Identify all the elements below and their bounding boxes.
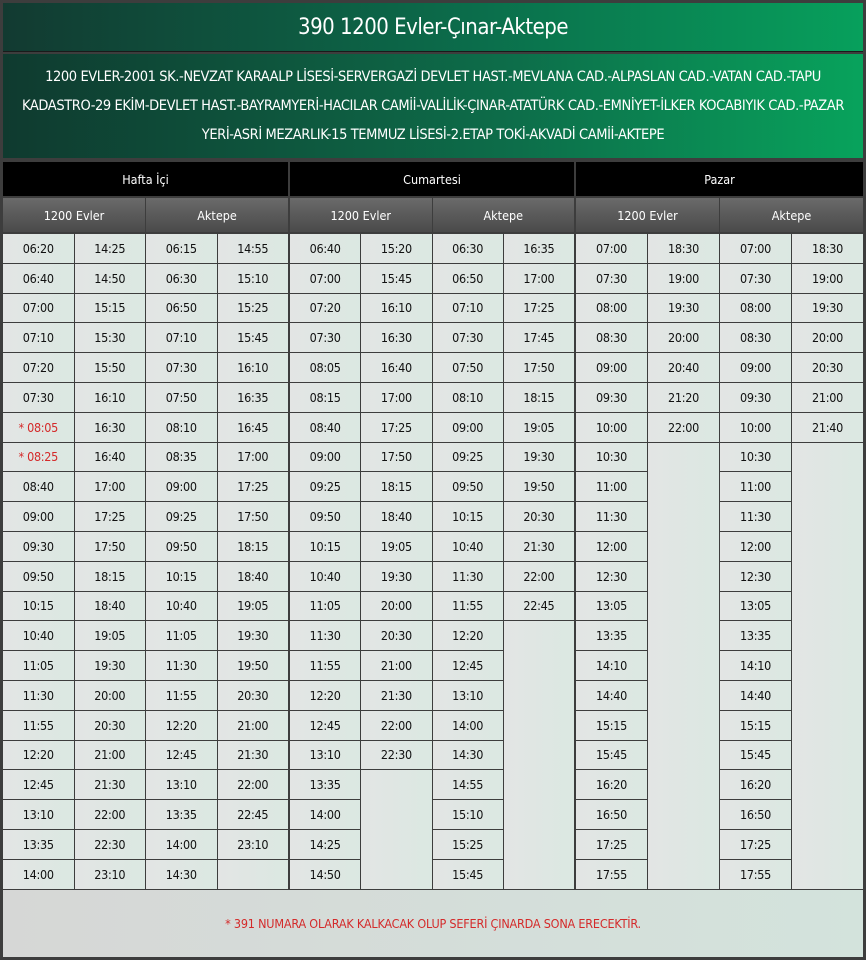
time-cell: 11:30 [290,621,360,650]
time-cell: 19:30 [75,651,146,680]
time-cell: 16:10 [218,353,289,382]
time-cell: 07:10 [146,323,217,352]
time-cell: 17:00 [218,443,289,472]
time-cell: 17:50 [361,443,431,472]
time-cell: 15:45 [720,741,791,770]
time-cell: 14:55 [433,770,503,799]
time-cell: 20:00 [361,592,431,621]
time-cell: 14:10 [720,651,791,680]
time-cell: 20:00 [75,681,146,710]
time-cell: 19:05 [75,621,146,650]
time-cell: * 08:25 [3,443,74,472]
time-cell: 11:30 [576,502,647,531]
time-cell: 14:00 [433,711,503,740]
time-cell: * 08:05 [3,413,74,442]
time-cell: 12:20 [3,741,74,770]
time-cell: 07:30 [146,353,217,382]
time-cell: 14:10 [576,651,647,680]
time-cell: 10:40 [433,532,503,561]
time-cell: 07:50 [146,383,217,412]
time-cell: 10:40 [3,621,74,650]
time-cell: 18:30 [648,234,719,263]
time-cell: 18:15 [504,383,574,412]
time-cell: 22:00 [504,562,574,591]
time-cell: 09:00 [146,472,217,501]
time-cell: 16:10 [361,294,431,323]
time-cell: 13:35 [3,830,74,859]
time-cell: 21:30 [218,741,289,770]
time-cell: 07:20 [290,294,360,323]
time-cell: 12:20 [146,711,217,740]
time-cell: 10:15 [146,562,217,591]
time-cell: 12:00 [720,532,791,561]
time-cell: 07:30 [433,323,503,352]
time-cell: 13:35 [290,770,360,799]
stop-header: 1200 Evler [3,198,145,232]
time-cell: 20:00 [792,323,863,352]
time-cell: 21:00 [75,741,146,770]
time-cell: 09:25 [290,472,360,501]
time-cell: 18:30 [792,234,863,263]
time-cell: 06:30 [146,264,217,293]
time-cell: 18:40 [75,592,146,621]
time-cell: 12:30 [720,562,791,591]
time-cell: 20:40 [648,353,719,382]
time-cell: 10:15 [290,532,360,561]
time-cell: 16:35 [504,234,574,263]
time-cell: 12:30 [576,562,647,591]
time-cell: 08:05 [290,353,360,382]
time-cell: 10:15 [3,592,74,621]
time-cell: 17:55 [576,860,647,889]
time-cell: 09:00 [576,353,647,382]
time-cell: 22:45 [218,800,289,829]
time-cell: 17:25 [218,472,289,501]
time-cell: 09:00 [290,443,360,472]
time-cell: 22:45 [504,592,574,621]
time-cell: 06:15 [146,234,217,263]
time-cell: 12:45 [3,770,74,799]
time-cell: 17:50 [218,502,289,531]
time-cell: 08:00 [576,294,647,323]
time-cell: 14:40 [576,681,647,710]
time-cell: 09:25 [146,502,217,531]
time-cell: 20:30 [504,502,574,531]
time-cell: 21:00 [218,711,289,740]
time-cell: 22:30 [75,830,146,859]
empty-cell [218,860,289,889]
time-cell: 16:50 [720,800,791,829]
time-cell: 15:50 [75,353,146,382]
time-cell: 22:00 [75,800,146,829]
time-cell: 11:30 [146,651,217,680]
day-header-2: Pazar [576,162,863,196]
time-cell: 22:00 [648,413,719,442]
time-cell: 09:30 [720,383,791,412]
time-cell: 07:30 [576,264,647,293]
time-cell: 11:55 [146,681,217,710]
route-description: 1200 EVLER-2001 SK.-NEVZAT KARAALP LİSESİ-SERVERGAZİ DEVLET HAST.-MEVLANA CAD.-ALPASLAN CAD.-VATAN CAD.-TAPU KADASTRO-29 EKİM-DEVLET HAST.-BAYRAMYERİ-HACILAR CAMİİ-VALİLİK-ÇINAR-ATATÜRK CAD.-EMNİYET-İLKER KOCABIYIK CAD.-PAZAR YERİ-ASRİ MEZARLIK-15 TEMMUZ LİSESİ-2.ETAP TOKİ-AKVADİ CAMİİ-AKTEPE [3,54,863,158]
time-cell: 14:50 [75,264,146,293]
time-cell: 17:45 [504,323,574,352]
time-cell: 07:30 [3,383,74,412]
time-cell: 20:30 [75,711,146,740]
time-cell: 19:30 [792,294,863,323]
time-cell: 17:25 [504,294,574,323]
time-cell: 15:45 [361,264,431,293]
time-cell: 16:30 [75,413,146,442]
time-cell: 07:30 [720,264,791,293]
time-cell: 13:10 [3,800,74,829]
time-cell: 18:40 [218,562,289,591]
time-cell: 10:40 [146,592,217,621]
time-cell: 08:40 [3,472,74,501]
time-cell: 15:45 [433,860,503,889]
stop-header: 1200 Evler [290,198,432,232]
time-cell: 22:00 [361,711,431,740]
time-cell: 12:00 [576,532,647,561]
time-cell: 08:00 [720,294,791,323]
time-cell: 12:45 [433,651,503,680]
time-cell: 07:00 [290,264,360,293]
stop-header: Aktepe [433,198,575,232]
time-cell: 14:50 [290,860,360,889]
time-cell: 17:00 [75,472,146,501]
time-cell: 15:45 [218,323,289,352]
time-cell: 18:40 [361,502,431,531]
time-cell: 20:30 [361,621,431,650]
time-cell: 14:00 [290,800,360,829]
time-cell: 19:05 [361,532,431,561]
time-cell: 19:05 [504,413,574,442]
time-cell: 14:30 [433,741,503,770]
time-cell: 11:30 [3,681,74,710]
page-title: 390 1200 Evler-Çınar-Aktepe [3,3,863,52]
time-cell: 09:50 [3,562,74,591]
time-cell: 21:00 [792,383,863,412]
stop-header: 1200 Evler [576,198,719,232]
time-cell: 07:30 [290,323,360,352]
time-cell: 08:40 [290,413,360,442]
time-cell: 17:25 [720,830,791,859]
time-cell: 09:50 [433,472,503,501]
time-cell: 19:30 [218,621,289,650]
time-cell: 21:30 [75,770,146,799]
time-cell: 16:20 [576,770,647,799]
time-cell: 08:30 [720,323,791,352]
time-cell: 13:10 [146,770,217,799]
time-cell: 13:35 [720,621,791,650]
time-cell: 11:55 [3,711,74,740]
time-cell: 07:20 [3,353,74,382]
time-cell: 13:05 [576,592,647,621]
time-cell: 11:05 [290,592,360,621]
time-cell: 13:05 [720,592,791,621]
time-cell: 14:40 [720,681,791,710]
time-cell: 08:35 [146,443,217,472]
time-cell: 10:15 [433,502,503,531]
time-cell: 11:30 [720,502,791,531]
time-cell: 15:15 [576,711,647,740]
time-cell: 16:35 [218,383,289,412]
empty-cell [361,770,431,888]
footer-note [3,890,863,957]
time-cell: 21:40 [792,413,863,442]
time-cell: 08:30 [576,323,647,352]
time-cell: 13:10 [433,681,503,710]
time-cell: 16:20 [720,770,791,799]
stop-header: Aktepe [720,198,863,232]
time-cell: 23:10 [218,830,289,859]
time-cell: 18:15 [75,562,146,591]
time-cell: 09:50 [146,532,217,561]
time-cell: 21:30 [361,681,431,710]
time-cell: 17:55 [720,860,791,889]
time-cell: 19:30 [504,443,574,472]
time-cell: 15:10 [218,264,289,293]
empty-cell [792,443,863,889]
time-cell: 21:20 [648,383,719,412]
time-cell: 19:50 [218,651,289,680]
time-cell: 16:40 [75,443,146,472]
time-cell: 19:30 [361,562,431,591]
time-cell: 16:40 [361,353,431,382]
time-cell: 14:30 [146,860,217,889]
time-cell: 10:30 [576,443,647,472]
time-cell: 06:30 [433,234,503,263]
time-cell: 09:00 [3,502,74,531]
time-cell: 11:55 [290,651,360,680]
time-cell: 19:30 [648,294,719,323]
time-cell: 20:30 [792,353,863,382]
time-cell: 16:45 [218,413,289,442]
time-cell: 12:45 [146,741,217,770]
time-cell: 19:00 [792,264,863,293]
time-cell: 13:35 [146,800,217,829]
time-cell: 10:00 [720,413,791,442]
time-cell: 08:10 [146,413,217,442]
time-cell: 11:05 [146,621,217,650]
time-cell: 17:50 [75,532,146,561]
time-cell: 11:00 [720,472,791,501]
time-cell: 11:00 [576,472,647,501]
time-cell: 16:30 [361,323,431,352]
time-cell: 15:45 [576,741,647,770]
time-cell: 14:25 [290,830,360,859]
time-cell: 09:25 [433,443,503,472]
time-cell: 22:00 [218,770,289,799]
time-cell: 06:40 [3,264,74,293]
time-cell: 12:20 [433,621,503,650]
time-cell: 20:00 [648,323,719,352]
time-cell: 23:10 [75,860,146,889]
footer-note-text: * 391 NUMARA OLARAK KALKACAK OLUP SEFERİ ÇINARDA SONA ERECEKTİR. [225,916,641,931]
time-cell: 06:50 [146,294,217,323]
time-cell: 18:15 [361,472,431,501]
time-cell: 13:10 [290,741,360,770]
time-cell: 11:55 [433,592,503,621]
time-cell: 19:00 [648,264,719,293]
time-cell: 11:05 [3,651,74,680]
time-cell: 07:00 [576,234,647,263]
time-cell: 16:50 [576,800,647,829]
time-cell: 17:50 [504,353,574,382]
day-header-1: Cumartesi [290,162,574,196]
time-cell: 06:40 [290,234,360,263]
time-cell: 08:15 [290,383,360,412]
time-cell: 06:20 [3,234,74,263]
time-cell: 21:30 [504,532,574,561]
time-cell: 09:00 [433,413,503,442]
time-cell: 08:10 [433,383,503,412]
time-cell: 15:10 [433,800,503,829]
time-cell: 12:20 [290,681,360,710]
time-cell: 16:10 [75,383,146,412]
time-cell: 09:30 [576,383,647,412]
time-cell: 15:25 [218,294,289,323]
time-cell: 13:35 [576,621,647,650]
time-cell: 10:40 [290,562,360,591]
time-cell: 09:30 [3,532,74,561]
time-cell: 15:20 [361,234,431,263]
empty-cell [648,443,719,889]
time-cell: 17:25 [75,502,146,531]
time-cell: 10:00 [576,413,647,442]
time-cell: 07:00 [3,294,74,323]
time-cell: 15:25 [433,830,503,859]
time-cell: 09:00 [720,353,791,382]
time-cell: 17:00 [361,383,431,412]
time-cell: 10:30 [720,443,791,472]
time-cell: 22:30 [361,741,431,770]
time-cell: 19:50 [504,472,574,501]
time-cell: 18:15 [218,532,289,561]
time-cell: 17:25 [576,830,647,859]
time-cell: 21:00 [361,651,431,680]
time-cell: 11:30 [433,562,503,591]
time-cell: 07:10 [433,294,503,323]
time-cell: 14:25 [75,234,146,263]
time-cell: 07:10 [3,323,74,352]
time-cell: 15:15 [75,294,146,323]
time-cell: 15:15 [720,711,791,740]
time-cell: 20:30 [218,681,289,710]
time-cell: 09:50 [290,502,360,531]
time-cell: 17:00 [504,264,574,293]
time-cell: 06:50 [433,264,503,293]
day-header-0: Hafta İçi [3,162,288,196]
time-cell: 12:45 [290,711,360,740]
time-cell: 14:00 [146,830,217,859]
time-cell: 07:00 [720,234,791,263]
time-cell: 19:05 [218,592,289,621]
time-cell: 15:30 [75,323,146,352]
time-cell: 14:55 [218,234,289,263]
time-cell: 14:00 [3,860,74,889]
stop-header: Aktepe [146,198,288,232]
time-cell: 17:25 [361,413,431,442]
time-cell: 07:50 [433,353,503,382]
empty-cell [504,621,574,888]
